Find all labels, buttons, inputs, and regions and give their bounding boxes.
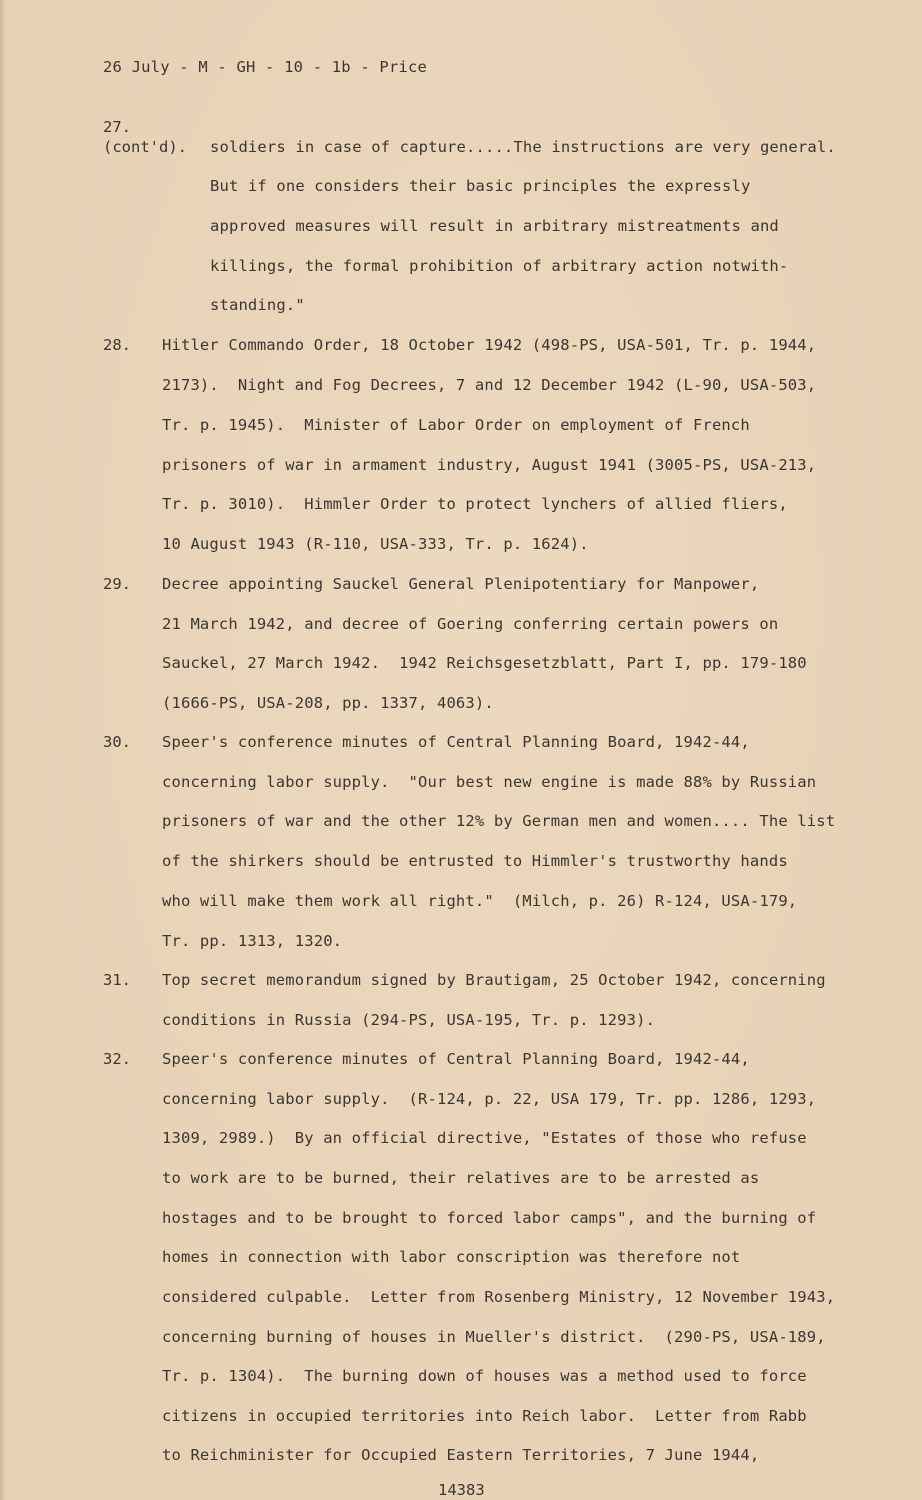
entry-32-line-6: homes in connection with labor conscription was therefore not xyxy=(162,1248,741,1266)
entry-32-line-3: 1309, 2989.) By an official directive, "Estates of those who refuse xyxy=(162,1129,807,1147)
entry-29-line-1: Decree appointing Sauckel General Plenipotentiary for Manpower, xyxy=(162,575,760,593)
entry-31-line-1: Top secret memorandum signed by Brautigam, 25 October 1942, concerning xyxy=(162,971,826,989)
entry-32-line-2: concerning labor supply. (R-124, p. 22, USA 179, Tr. pp. 1286, 1293, xyxy=(162,1090,817,1108)
entry-32-line-10: citizens in occupied territories into Reich labor. Letter from Rabb xyxy=(162,1407,807,1425)
entry-28-line-1: Hitler Commando Order, 18 October 1942 (498-PS, USA-501, Tr. p. 1944, xyxy=(162,336,817,354)
entry-32-line-11: to Reichminister for Occupied Eastern Territories, 7 June 1944, xyxy=(162,1446,760,1464)
entry-32-line-7: considered culpable. Letter from Rosenberg Ministry, 12 November 1943, xyxy=(162,1288,836,1306)
page-number: 14383 xyxy=(438,1481,485,1499)
entry-27-line-5: standing." xyxy=(210,296,305,314)
entry-27-line-3: approved measures will result in arbitrary mistreatments and xyxy=(210,217,779,235)
entry-30-line-2: concerning labor supply. "Our best new engine is made 88% by Russian xyxy=(162,773,817,791)
entry-29-line-3: Sauckel, 27 March 1942. 1942 Reichsgesetzblatt, Part I, pp. 179-180 xyxy=(162,654,807,672)
entry-32-line-8: concerning burning of houses in Mueller's district. (290-PS, USA-189, xyxy=(162,1328,826,1346)
entry-30-line-5: who will make them work all right." (Milch, p. 26) R-124, USA-179, xyxy=(162,892,798,910)
entry-28-line-5: Tr. p. 3010). Himmler Order to protect lynchers of allied fliers, xyxy=(162,495,788,513)
entry-30-line-4: of the shirkers should be entrusted to Himmler's trustworthy hands xyxy=(162,852,788,870)
entry-30-line-6: Tr. pp. 1313, 1320. xyxy=(162,932,343,950)
entry-32-line-1: Speer's conference minutes of Central Planning Board, 1942-44, xyxy=(162,1050,750,1068)
entry-31-number: 31. xyxy=(103,971,131,989)
entry-30-line-3: prisoners of war and the other 12% by German men and women.... The list xyxy=(162,812,836,830)
entry-28-line-6: 10 August 1943 (R-110, USA-333, Tr. p. 1624). xyxy=(162,535,589,553)
entry-32-number: 32. xyxy=(103,1050,131,1068)
entry-29-line-4: (1666-PS, USA-208, pp. 1337, 4063). xyxy=(162,694,494,712)
entry-28-line-4: prisoners of war in armament industry, August 1941 (3005-PS, USA-213, xyxy=(162,456,817,474)
entry-30-line-1: Speer's conference minutes of Central Planning Board, 1942-44, xyxy=(162,733,750,751)
entry-27-line-1: soldiers in case of capture.....The instructions are very general. xyxy=(210,138,836,156)
entry-28-line-3: Tr. p. 1945). Minister of Labor Order on employment of French xyxy=(162,416,750,434)
entry-28-line-2: 2173). Night and Fog Decrees, 7 and 12 December 1942 (L-90, USA-503, xyxy=(162,376,817,394)
document-header: 26 July - M - GH - 10 - 1b - Price xyxy=(103,58,428,76)
entry-32-line-5: hostages and to be brought to forced labor camps", and the burning of xyxy=(162,1209,817,1227)
entry-29-number: 29. xyxy=(103,575,131,593)
entry-27-line-2: But if one considers their basic principles the expressly xyxy=(210,177,751,195)
page-edge xyxy=(0,0,6,1500)
entry-27-label: (cont'd). xyxy=(103,138,187,156)
entry-32-line-9: Tr. p. 1304). The burning down of houses was a method used to force xyxy=(162,1367,807,1385)
entry-28-number: 28. xyxy=(103,336,131,354)
entry-32-line-4: to work are to be burned, their relatives are to be arrested as xyxy=(162,1169,760,1187)
entry-30-number: 30. xyxy=(103,733,131,751)
entry-27-number: 27. xyxy=(103,118,131,136)
entry-31-line-2: conditions in Russia (294-PS, USA-195, Tr. p. 1293). xyxy=(162,1011,656,1029)
entry-27-line-4: killings, the formal prohibition of arbitrary action notwith- xyxy=(210,257,789,275)
entry-29-line-2: 21 March 1942, and decree of Goering conferring certain powers on xyxy=(162,615,779,633)
